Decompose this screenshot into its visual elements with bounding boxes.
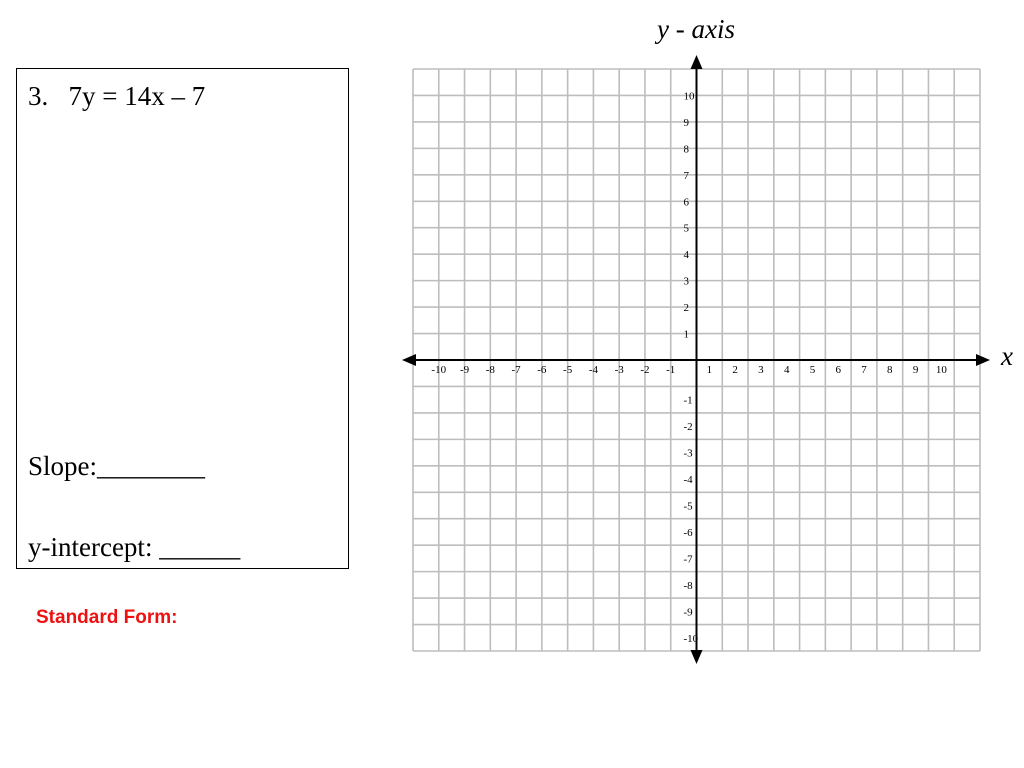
x-tick-label: 4 <box>783 364 790 376</box>
y-tick-label: -8 <box>683 579 693 592</box>
y-tick-label: 10 <box>683 90 695 103</box>
x-tick-label: -5 <box>563 364 573 376</box>
slope-blank: Slope:________ <box>28 451 206 481</box>
y-tick-label: -2 <box>683 421 693 434</box>
x-tick-label: -7 <box>511 364 521 376</box>
y-tick-label: -3 <box>683 447 693 460</box>
y-tick-label: -1 <box>683 394 693 407</box>
y-tick-label: -7 <box>683 553 693 566</box>
x-tick-label: 1 <box>706 364 713 376</box>
y-axis-title: y - axis <box>657 14 735 44</box>
y-tick-label: 4 <box>683 249 689 262</box>
y-tick-label: 3 <box>683 275 689 288</box>
y-tick-label: -4 <box>683 474 693 487</box>
x-tick-label: 10 <box>935 364 947 376</box>
x-tick-label: -9 <box>459 364 470 376</box>
y-axis-down-arrow <box>691 650 703 664</box>
x-tick-label: -8 <box>485 364 495 376</box>
x-tick-label: 5 <box>809 364 816 376</box>
x-tick-label: -10 <box>431 364 447 376</box>
y-tick-label: 7 <box>683 169 689 182</box>
y-axis-up-arrow <box>691 55 703 69</box>
problem-equation: 3. 7y = 14x – 7 <box>28 81 206 111</box>
y-tick-label: 8 <box>683 143 689 156</box>
standard-form-label: Standard Form: <box>36 607 178 628</box>
x-tick-label: 8 <box>887 364 893 376</box>
y-tick-label: 5 <box>683 222 689 235</box>
x-tick-label: -6 <box>537 364 547 376</box>
y-tick-label: -10 <box>683 632 699 645</box>
x-axis-left-arrow <box>402 354 416 366</box>
x-tick-label: -4 <box>588 364 598 376</box>
y-tick-label: 6 <box>683 196 689 209</box>
x-tick-label: 9 <box>912 364 919 376</box>
x-tick-label: 6 <box>835 364 841 376</box>
y-tick-label: 2 <box>683 302 689 315</box>
y-tick-label: -9 <box>683 606 693 619</box>
y-tick-label: -6 <box>683 526 693 539</box>
x-tick-label: 2 <box>732 364 738 376</box>
x-axis-title: x <box>1001 341 1013 371</box>
x-tick-label: 3 <box>758 364 764 376</box>
x-tick-label: -1 <box>666 364 676 376</box>
x-axis-right-arrow <box>976 354 990 366</box>
y-tick-label: 1 <box>683 328 689 341</box>
x-tick-label: -3 <box>614 364 624 376</box>
y-tick-label: -5 <box>683 500 693 513</box>
x-tick-label: -2 <box>640 364 650 376</box>
y-tick-label: 9 <box>683 116 689 129</box>
tick-labels <box>431 90 947 644</box>
y-intercept-blank: y-intercept: ______ <box>28 532 241 562</box>
x-tick-label: 7 <box>861 364 867 376</box>
